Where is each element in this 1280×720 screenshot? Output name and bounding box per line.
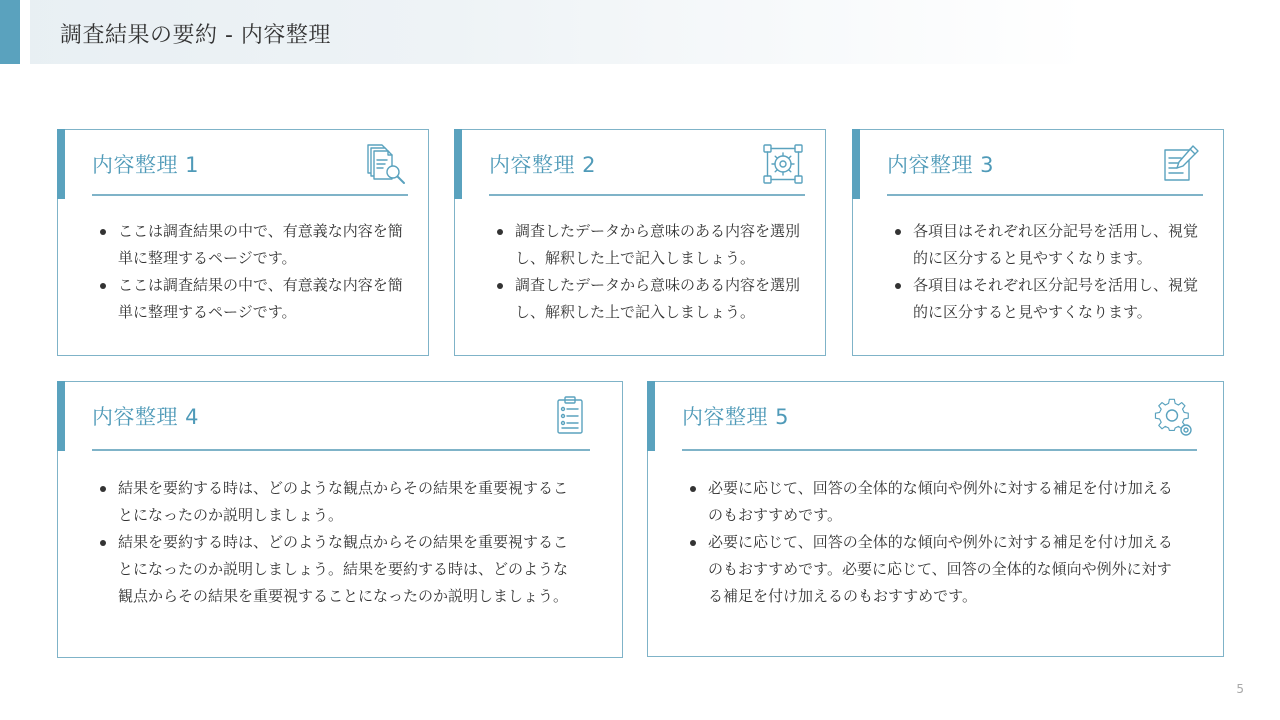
card-accent xyxy=(647,381,655,451)
content-card-1 xyxy=(57,129,429,356)
bullet-list xyxy=(688,475,1185,610)
bullet-list xyxy=(893,218,1199,326)
bullet-item: 結果を要約する時は、どのような観点からその結果を重要視することになったのか説明しましょう。結果を要約する時は、どのような観点からその結果を重要視することになったのか説明しましょう。 xyxy=(98,529,578,610)
bullet-item: ここは調査結果の中で、有意義な内容を簡単に整理するページです。 xyxy=(98,218,404,272)
content-card-4 xyxy=(57,381,623,658)
bullet-item: 結果を要約する時は、どのような観点からその結果を重要視することになったのか説明しましょう。 xyxy=(98,475,578,529)
card-accent xyxy=(852,129,860,199)
header-accent xyxy=(0,0,20,64)
bullet-item: 各項目はそれぞれ区分記号を活用し、視覚的に区分すると見やすくなります。 xyxy=(893,272,1199,326)
gear-frame-icon xyxy=(761,142,805,186)
card-title: 内容整理 1 xyxy=(92,153,200,177)
card-accent xyxy=(57,381,65,451)
bullet-item: 必要に応じて、回答の全体的な傾向や例外に対する補足を付け加えるのもおすすめです。 xyxy=(688,475,1185,529)
clipboard-checklist-icon xyxy=(548,394,592,438)
bullet-list xyxy=(98,475,578,610)
bullet-item: 調査したデータから意味のある内容を選別し、解釈した上で記入しましょう。 xyxy=(495,218,801,272)
header-gap xyxy=(20,0,30,64)
card-divider xyxy=(887,194,1203,196)
content-card-3 xyxy=(852,129,1224,356)
gear-settings-icon xyxy=(1153,396,1197,440)
document-search-icon xyxy=(364,142,408,186)
card-divider xyxy=(92,194,408,196)
document-edit-icon xyxy=(1159,142,1203,186)
card-title: 内容整理 5 xyxy=(682,405,790,429)
card-title: 内容整理 2 xyxy=(489,153,597,177)
card-divider xyxy=(92,449,590,451)
bullet-item: 調査したデータから意味のある内容を選別し、解釈した上で記入しましょう。 xyxy=(495,272,801,326)
page-number: 5 xyxy=(1236,682,1244,696)
bullet-list xyxy=(495,218,801,326)
bullet-item: ここは調査結果の中で、有意義な内容を簡単に整理するページです。 xyxy=(98,272,404,326)
card-title: 内容整理 3 xyxy=(887,153,995,177)
bullet-list xyxy=(98,218,404,326)
content-card-2 xyxy=(454,129,826,356)
card-divider xyxy=(489,194,805,196)
page-title: 調査結果の要約 - 内容整理 xyxy=(60,23,331,48)
bullet-item: 必要に応じて、回答の全体的な傾向や例外に対する補足を付け加えるのもおすすめです。必要に応じて、回答の全体的な傾向や例外に対する補足を付け加えるのもおすすめです。 xyxy=(688,529,1185,610)
card-title: 内容整理 4 xyxy=(92,405,200,429)
card-accent xyxy=(57,129,65,199)
card-divider xyxy=(682,449,1197,451)
card-accent xyxy=(454,129,462,199)
content-card-5 xyxy=(647,381,1224,657)
bullet-item: 各項目はそれぞれ区分記号を活用し、視覚的に区分すると見やすくなります。 xyxy=(893,218,1199,272)
